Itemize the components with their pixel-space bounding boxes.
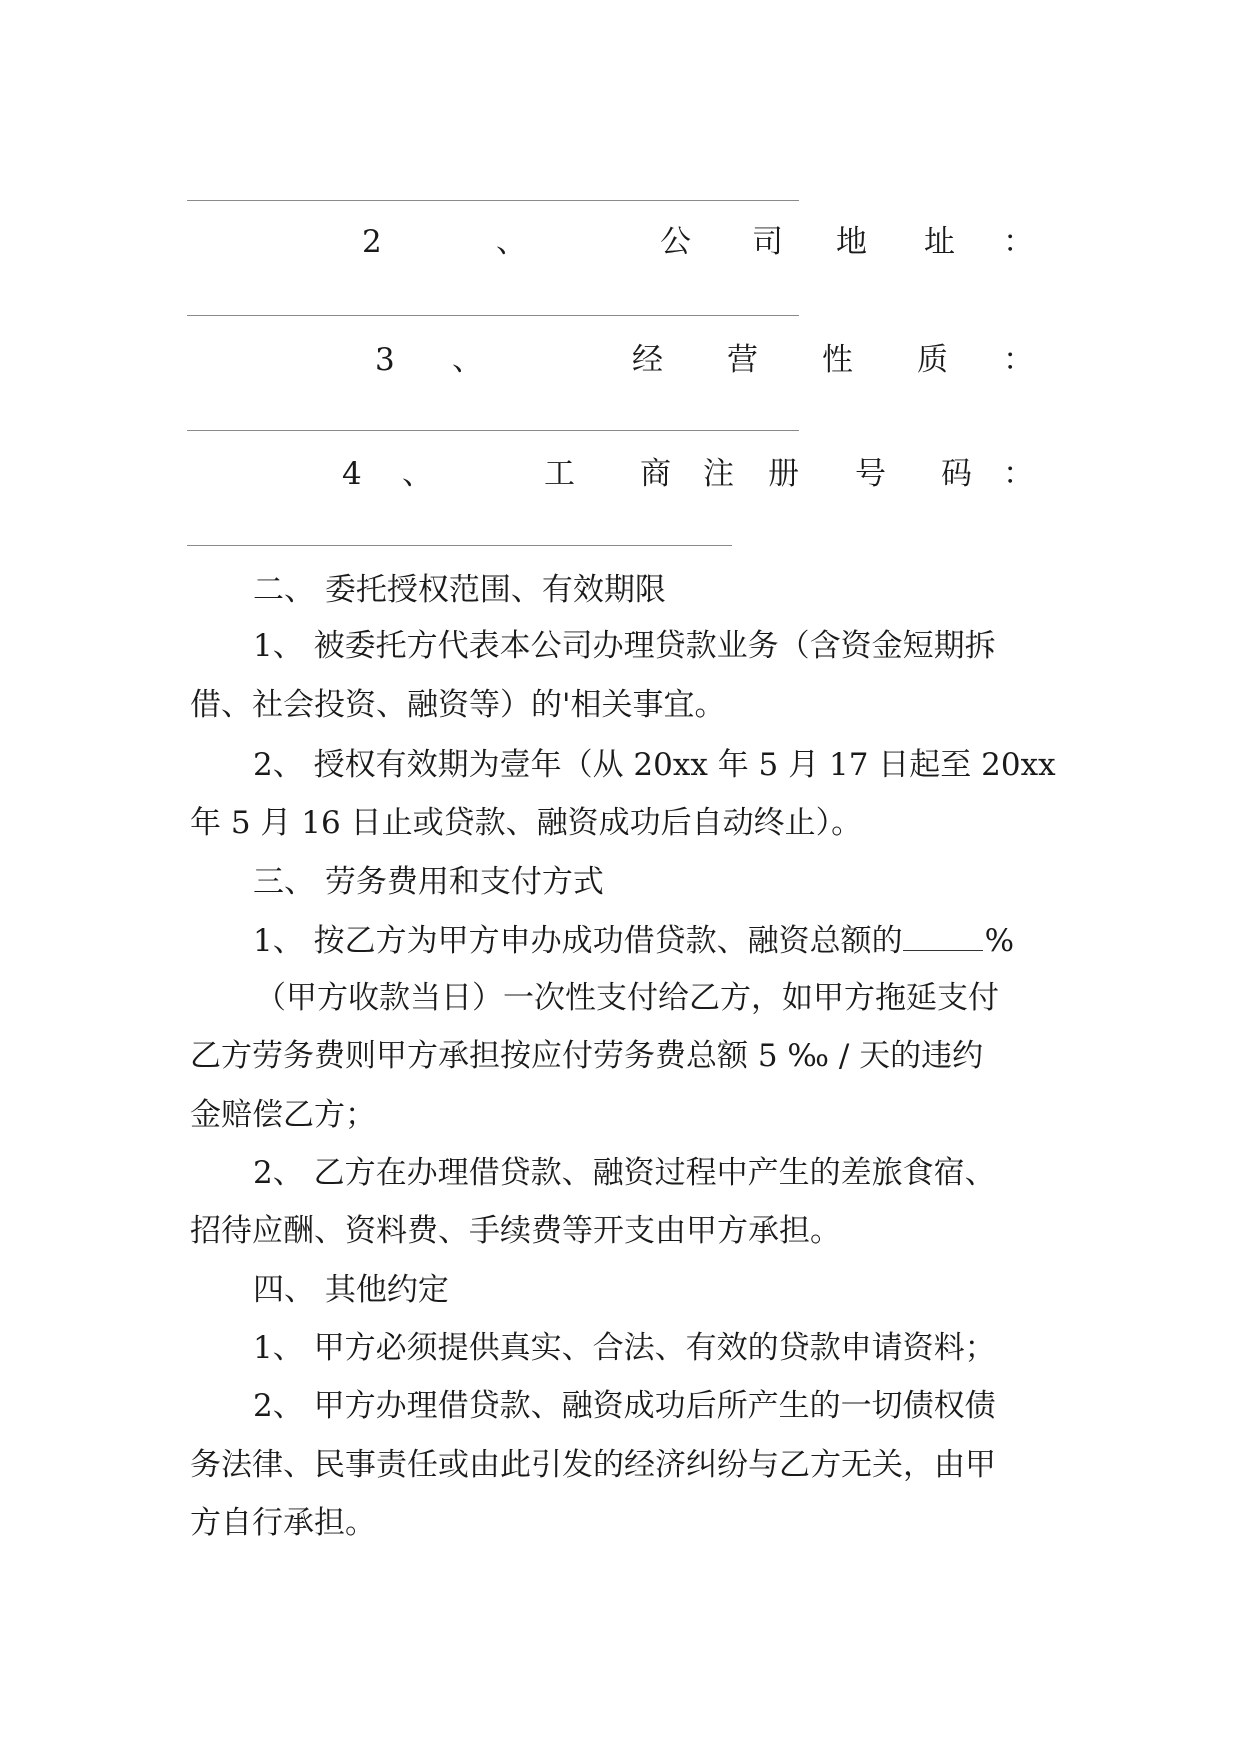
- underline-rule: [187, 430, 799, 431]
- field-colon: ：: [1003, 224, 1034, 260]
- field-number: 2: [362, 224, 382, 260]
- underline-rule: [187, 545, 732, 546]
- field-colon: ：: [1003, 456, 1034, 492]
- field-char: 地: [836, 224, 867, 260]
- fill-in-blank: [903, 920, 983, 951]
- field-number: 3: [375, 342, 395, 378]
- field-char: 营: [727, 342, 758, 378]
- field-char: 司: [752, 224, 783, 260]
- section-heading: 四、 其他约定: [253, 1272, 449, 1308]
- field-separator: 、: [496, 224, 527, 260]
- percent-sign: %: [984, 923, 1015, 959]
- field-char: 公: [660, 224, 691, 260]
- paragraph-text: 1、 按乙方为甲方申办成功借贷款、融资总额的: [253, 923, 903, 959]
- field-char: 码: [941, 456, 972, 492]
- paragraph-line: 2、 甲方办理借贷款、融资成功后所产生的一切债权债: [253, 1388, 996, 1424]
- paragraph-line: 招待应酬、资料费、手续费等开支由甲方承担。: [190, 1213, 841, 1249]
- field-char: 册: [768, 456, 799, 492]
- field-separator: 、: [452, 342, 483, 378]
- underline-rule: [187, 315, 799, 316]
- underline-rule: [187, 200, 799, 201]
- paragraph-line: 2、 授权有效期为壹年（从 20xx 年 5 月 17 日起至 20xx: [253, 747, 1056, 783]
- field-char: 经: [632, 342, 663, 378]
- paragraph-line: 1、 被委托方代表本公司办理贷款业务（含资金短期拆: [253, 628, 996, 664]
- section-heading: 二、 委托授权范围、有效期限: [253, 572, 666, 608]
- paragraph-line: 2、 乙方在办理借贷款、融资过程中产生的差旅食宿、: [253, 1155, 996, 1191]
- paragraph-line: [253, 920, 1014, 961]
- paragraph-line: 年 5 月 16 日止或贷款、融资成功后自动终止）。: [190, 805, 863, 841]
- field-char: 质: [917, 342, 948, 378]
- paragraph-line: 务法律、民事责任或由此引发的经济纠纷与乙方无关，由甲: [190, 1447, 996, 1483]
- field-char: 商: [640, 456, 671, 492]
- paragraph-line: 1、 甲方必须提供真实、合法、有效的贷款申请资料；: [253, 1330, 996, 1366]
- field-char: 工: [544, 456, 575, 492]
- paragraph-line: 金赔偿乙方；: [190, 1097, 376, 1133]
- field-char: 址: [924, 224, 955, 260]
- section-heading: 三、 劳务费用和支付方式: [253, 864, 604, 900]
- paragraph-line: 借、社会投资、融资等）的'相关事宜。: [190, 687, 726, 723]
- paragraph-line: 乙方劳务费则甲方承担按应付劳务费总额 5 ‰ / 天的违约: [190, 1038, 984, 1074]
- field-char: 号: [855, 456, 886, 492]
- paragraph-line: （甲方收款当日）一次性支付给乙方，如甲方拖延支付: [255, 980, 999, 1016]
- paragraph-line: 方自行承担。: [190, 1505, 376, 1541]
- field-char: 注: [703, 456, 734, 492]
- field-number: 4: [342, 456, 362, 492]
- field-char: 性: [822, 342, 853, 378]
- field-colon: ：: [1003, 342, 1034, 378]
- field-separator: 、: [402, 456, 433, 492]
